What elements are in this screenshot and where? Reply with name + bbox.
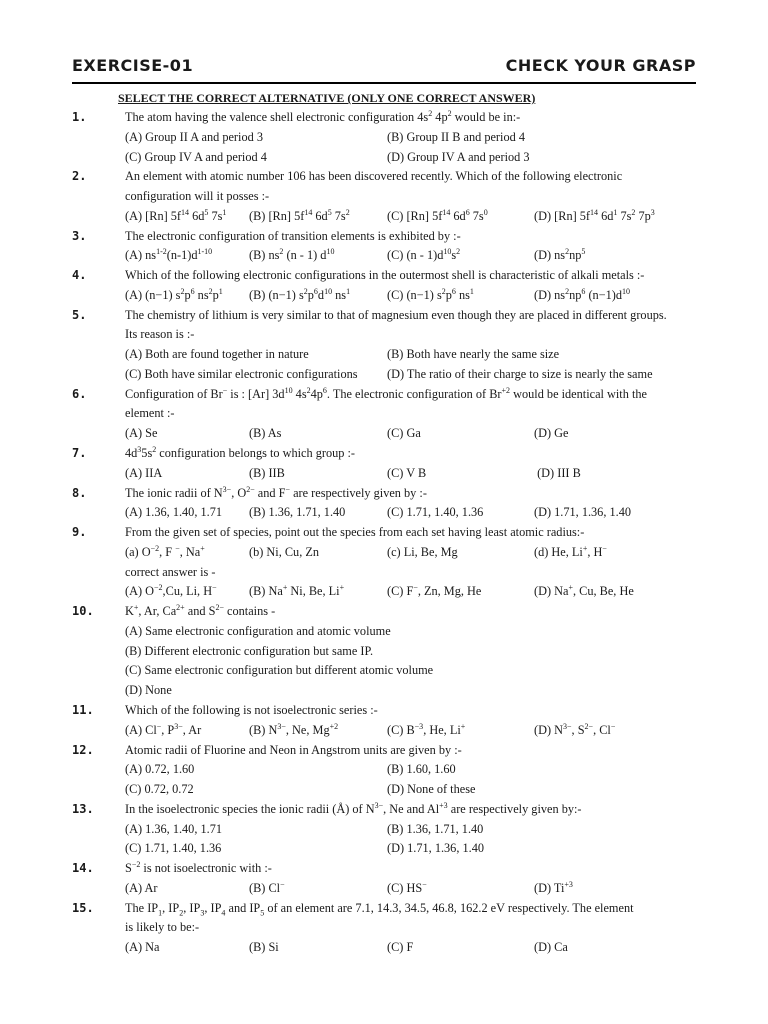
question-text: The electronic configuration of transition elements is exhibited by :- (125, 228, 461, 243)
question-number: 13. (72, 801, 94, 816)
answer-option[interactable]: (B) $N^{3-}$, Ne, $Mg^{+2}$ (249, 721, 339, 737)
page-header (72, 56, 696, 80)
answer-option[interactable]: (D) Na+, Cu, Be, He (534, 583, 634, 599)
answer-option[interactable]: (D) The ratio of their charge to size is nearly the same (387, 366, 653, 381)
question-text: $4d^35s^2$ configuration belongs to which group :- (125, 444, 355, 461)
answer-option[interactable]: (D) $ns^2np^6$ $(n-1)d^{10}$ (534, 286, 631, 302)
answer-option[interactable]: (B) Na+ Ni, Be, Li+ (249, 583, 345, 599)
answer-option[interactable]: (C) Both have similar electronic configurations (125, 366, 358, 381)
question-line (0, 167, 768, 187)
answer-option[interactable]: (C) 0.72, 0.72 (125, 782, 194, 797)
question-text: An element with atomic number 106 has been discovered recently. Which of the following electronic (125, 169, 623, 184)
question-text: From the given set of species, point out the species from each set having least atomic radius:- (125, 525, 585, 540)
answer-option[interactable]: (D) Group IV A and period 3 (387, 149, 530, 164)
answer-option[interactable]: (A) 1.36, 1.40, 1.71 (125, 821, 223, 836)
question-text: Its reason is :- (125, 327, 195, 342)
option-row (0, 622, 768, 642)
question-line (0, 325, 768, 345)
question-number: 3. (72, 228, 87, 243)
question-line (0, 918, 768, 938)
answer-option[interactable]: (A) Both are found together in nature (125, 347, 309, 362)
answer-option[interactable]: (A) Same electronic configuration and atomic volume (125, 623, 391, 638)
question-number: 4. (72, 268, 87, 283)
answer-option[interactable]: (B) Group II B and period 4 (387, 129, 525, 144)
option-row (0, 246, 768, 266)
answer-option[interactable]: (A) Na (125, 940, 160, 955)
answer-option[interactable]: (A) $O^{-2},Cu$, Li, H− (125, 583, 217, 599)
question-number: 15. (72, 900, 94, 915)
option-row (0, 780, 768, 800)
question-line (0, 602, 768, 622)
answer-option[interactable]: (D) None (125, 683, 172, 698)
option-row (0, 365, 768, 385)
option-row (0, 642, 768, 662)
question-text: $S^{-2}$ is not isoelectronic with :- (125, 860, 272, 876)
exercise-title: EXERCISE-01 (72, 56, 194, 75)
question-text: The ionic radii of $N^{3-}$, $O^{2-}$ and F− are respectively given by :- (125, 484, 427, 500)
question-number: 5. (72, 307, 87, 322)
answer-option[interactable]: (A) 1.36, 1.40, 1.71 (125, 505, 223, 520)
question-number: 11. (72, 702, 94, 717)
option-row (0, 148, 768, 168)
answer-option[interactable]: (B) [Rn] $5f^{14}$ $6d^5$ $7s^2$ (249, 207, 350, 223)
question-line (0, 523, 768, 543)
answer-option[interactable]: (A) $ns^{1-2}(n-1)d^{1-10}$ (125, 247, 213, 263)
option-row (0, 582, 768, 602)
answer-option[interactable]: (C) Ga (387, 426, 421, 441)
answer-option[interactable]: (C) Same electronic configuration but different atomic volume (125, 663, 434, 678)
option-row (0, 503, 768, 523)
option-row (0, 839, 768, 859)
answer-option[interactable]: (B) Different electronic configuration but same IP. (125, 643, 374, 658)
answer-option[interactable]: (C) HS− (387, 879, 427, 895)
option-row (0, 938, 768, 958)
option-row (0, 464, 768, 484)
option-row (0, 543, 768, 563)
question-number: 1. (72, 110, 87, 124)
answer-option[interactable]: (C) [Rn] $5f^{14}$ $6d^6$ $7s^0$ (387, 207, 488, 223)
question-line (0, 484, 768, 504)
answer-option[interactable]: (B) $ns^2$ (n - 1) $d^{10}$ (249, 247, 335, 263)
answer-option[interactable]: (B) 1.36, 1.71, 1.40 (387, 821, 484, 836)
answer-option[interactable]: (D) 1.71, 1.36, 1.40 (534, 505, 632, 520)
question-number: 14. (72, 861, 94, 876)
question-line (0, 108, 768, 128)
answer-option[interactable]: (A) Ar (125, 880, 158, 895)
answer-option[interactable]: (C) F−, Zn, Mg, He (387, 583, 482, 599)
answer-option[interactable]: (C) $(n - 1)d^{10}s^2$ (387, 247, 461, 263)
answer-option[interactable]: (B) (n−1) $s^2p^6d^{10}$ $ns^1$ (249, 286, 351, 302)
question-number: 9. (72, 525, 87, 540)
answer-option[interactable]: (C) Group IV A and period 4 (125, 149, 267, 164)
question-text: K+, Ar, $Ca^{2+}$ and $S^{2-}$ contains - (125, 603, 276, 619)
answer-option[interactable]: (B) 1.60, 1.60 (387, 762, 456, 777)
question-text: Which of the following electronic configurations in the outermost shell is characteristic of alkali metals :- (125, 268, 645, 283)
question-number: 6. (72, 386, 87, 401)
question-number: 10. (72, 604, 94, 619)
answer-option[interactable]: (D) III B (534, 465, 581, 480)
option-row (0, 721, 768, 741)
answer-option[interactable]: (B) 1.36, 1.71, 1.40 (249, 505, 346, 520)
option-row (0, 286, 768, 306)
option-row (0, 879, 768, 899)
answer-option[interactable]: (d) He, Li+, H− (534, 543, 607, 559)
question-number: 7. (72, 446, 87, 461)
answer-option[interactable]: (D) 1.71, 1.36, 1.40 (387, 841, 485, 856)
answer-option[interactable]: (B) Both have nearly the same size (387, 347, 560, 362)
option-row (0, 681, 768, 701)
option-row (0, 820, 768, 840)
answer-option[interactable]: (D) Ge (534, 426, 569, 441)
question-text: element :- (125, 406, 175, 421)
answer-option[interactable]: (C) (n−1) $s^2p^6$ $ns^1$ (387, 286, 474, 302)
instructions-heading: SELECT THE CORRECT ALTERNATIVE (ONLY ONE CORRECT ANSWER) (118, 91, 536, 105)
answer-option[interactable]: (D) $ns^2np^5$ (534, 247, 586, 263)
answer-option[interactable]: (B) IIB (249, 465, 285, 480)
question-line (0, 266, 768, 286)
answer-option[interactable]: (D) [Rn] $5f^{14}$ $6d^1$ $7s^2$ $7p^3$ (534, 207, 655, 223)
question-text: correct answer is - (125, 564, 216, 579)
question-line (0, 444, 768, 464)
answer-option[interactable]: (D) Ca (534, 940, 568, 955)
answer-option[interactable]: (b) Ni, Cu, Zn (249, 544, 320, 559)
answer-option[interactable]: (a) $O^{-2}$, F −, Na+ (125, 543, 205, 559)
answer-option[interactable]: (D) $N^{3-}$, $S^{2-}$, Cl− (534, 721, 616, 737)
question-number: 2. (72, 169, 87, 184)
question-text: Configuration of Br− is : [Ar] $3d^{10}$ $4s^24p^6$. The electronic configuration of $Br^{+2}$ would be identical with the (125, 385, 647, 401)
question-line (0, 859, 768, 879)
question-text: configuration will it posses :- (125, 189, 270, 204)
question-line (0, 385, 768, 405)
question-line (0, 899, 768, 919)
answer-option[interactable]: (A) Se (125, 426, 158, 441)
answer-option[interactable]: (C) 1.71, 1.40, 1.36 (387, 505, 484, 520)
answer-option[interactable]: (A) [Rn] $5f^{14}$ $6d^5$ $7s^1$ (125, 207, 227, 223)
question-line (0, 306, 768, 326)
question-text: Which of the following is not isoelectronic series :- (125, 702, 378, 717)
answer-option[interactable]: (B) Cl− (249, 879, 285, 895)
answer-option[interactable]: (D) $Ti^{+3}$ (534, 879, 573, 895)
question-text: In the isoelectronic species the ionic radii (Å) of $N^{3-}$, Ne and $Al^{+3}$ are respectively given by:- (125, 800, 582, 816)
section-title: CHECK YOUR GRASP (505, 56, 696, 75)
answer-option[interactable]: (A) Group II A and period 3 (125, 129, 263, 144)
question-text: The $IP_1$, $IP_2$, $IP_3$, $IP_4$ and $IP_5$ of an element are 7.1, 14.3, 34.5, 46.8, 162.2 eV respectively. The element (125, 900, 634, 918)
answer-option[interactable]: (C) 1.71, 1.40, 1.36 (125, 841, 222, 856)
answer-option[interactable]: (c) Li, Be, Mg (387, 544, 458, 559)
question-text: The atom having the valence shell electronic configuration $4s^2$ $4p^2$ would be in:- (125, 108, 521, 124)
answer-option[interactable]: (B) Si (249, 940, 279, 955)
question-text: Atomic radii of Fluorine and Neon in Angstrom units are given by :- (125, 742, 462, 757)
header-rule (72, 82, 696, 84)
question-line (0, 563, 768, 583)
question-line (0, 187, 768, 207)
question-text: is likely to be:- (125, 920, 200, 935)
question-number: 12. (72, 742, 94, 757)
option-row (0, 207, 768, 227)
option-row (0, 128, 768, 148)
answer-option[interactable]: (A) 0.72, 1.60 (125, 762, 195, 777)
answer-option[interactable]: (A) Cl−, $P^{3-}$, Ar (125, 721, 202, 737)
answer-option[interactable]: (D) None of these (387, 782, 476, 797)
answer-option[interactable]: (B) As (249, 426, 282, 441)
question-number: 8. (72, 485, 87, 500)
question-line (0, 701, 768, 721)
question-text: The chemistry of lithium is very similar to that of magnesium even though they are placed in different groups. (125, 307, 667, 322)
question-line (0, 404, 768, 424)
answer-option[interactable]: (C) $B^{-3}$, He, Li+ (387, 721, 466, 737)
answer-option[interactable]: (A) IIA (125, 465, 163, 480)
answer-option[interactable]: (A) (n−1) $s^2p^6$ $ns^2p^1$ (125, 286, 223, 302)
question-list (0, 108, 768, 958)
answer-option[interactable]: (C) V B (387, 465, 427, 480)
option-row (0, 345, 768, 365)
question-line (0, 800, 768, 820)
question-line (0, 227, 768, 247)
option-row (0, 424, 768, 444)
answer-option[interactable]: (C) F (387, 940, 414, 955)
option-row (0, 661, 768, 681)
question-line (0, 741, 768, 761)
option-row (0, 760, 768, 780)
